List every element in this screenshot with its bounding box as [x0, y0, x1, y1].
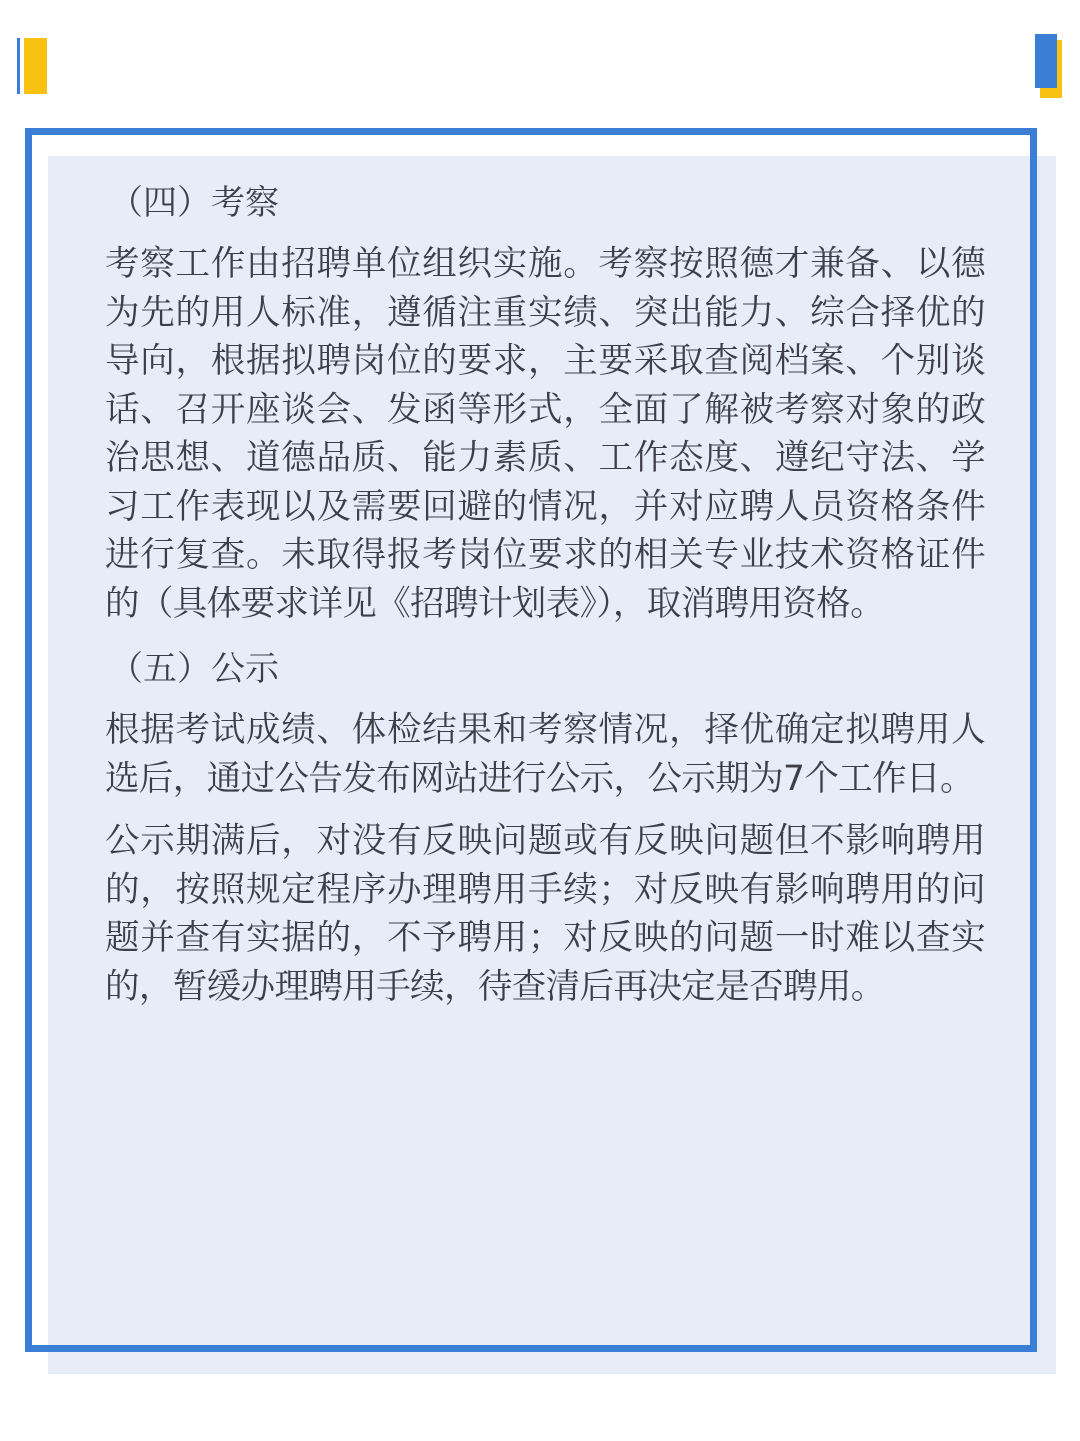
section-heading-inspection: （四）考察	[109, 183, 279, 223]
decor-bar-left	[24, 38, 47, 94]
publicity-paragraph-2: 公示期满后，对没有反映问题或有反映问题但不影响聘用的，按照规定程序办理聘用手续；对反映有影响聘用的问题并查有实据的，不予聘用；对反映的问题一时难以查实的，暂缓办理聘用手续，待查清后再决定是否聘用。	[105, 821, 985, 1007]
inspection-paragraph: 考察工作由招聘单位组织实施。考察按照德才兼备、以德为先的用人标准，遵循注重实绩、突出能力、综合择优的导向，根据拟聘岗位的要求，主要采取查阅档案、个别谈话、召开座谈会、发函等形式，全面了解被考察对象的政治思想、道德品质、能力素质、工作态度、遵纪守法、学习工作表现以及需要回避的情况，并对应聘人员资格条件进行复查。未取得报考岗位要求的相关专业技术资格证件的（具体要求详见《招聘计划表》），取消聘用资格。	[105, 244, 985, 624]
publicity-paragraph-1: 根据考试成绩、体检结果和考察情况，择优确定拟聘用人选后，通过公告发布网站进行公示，公示期为7个工作日。	[105, 710, 985, 799]
decor-bar-right	[1035, 34, 1057, 88]
section-heading-publicity: （五）公示	[109, 649, 279, 689]
decor-line-left	[17, 38, 20, 94]
card-content	[105, 178, 985, 1027]
